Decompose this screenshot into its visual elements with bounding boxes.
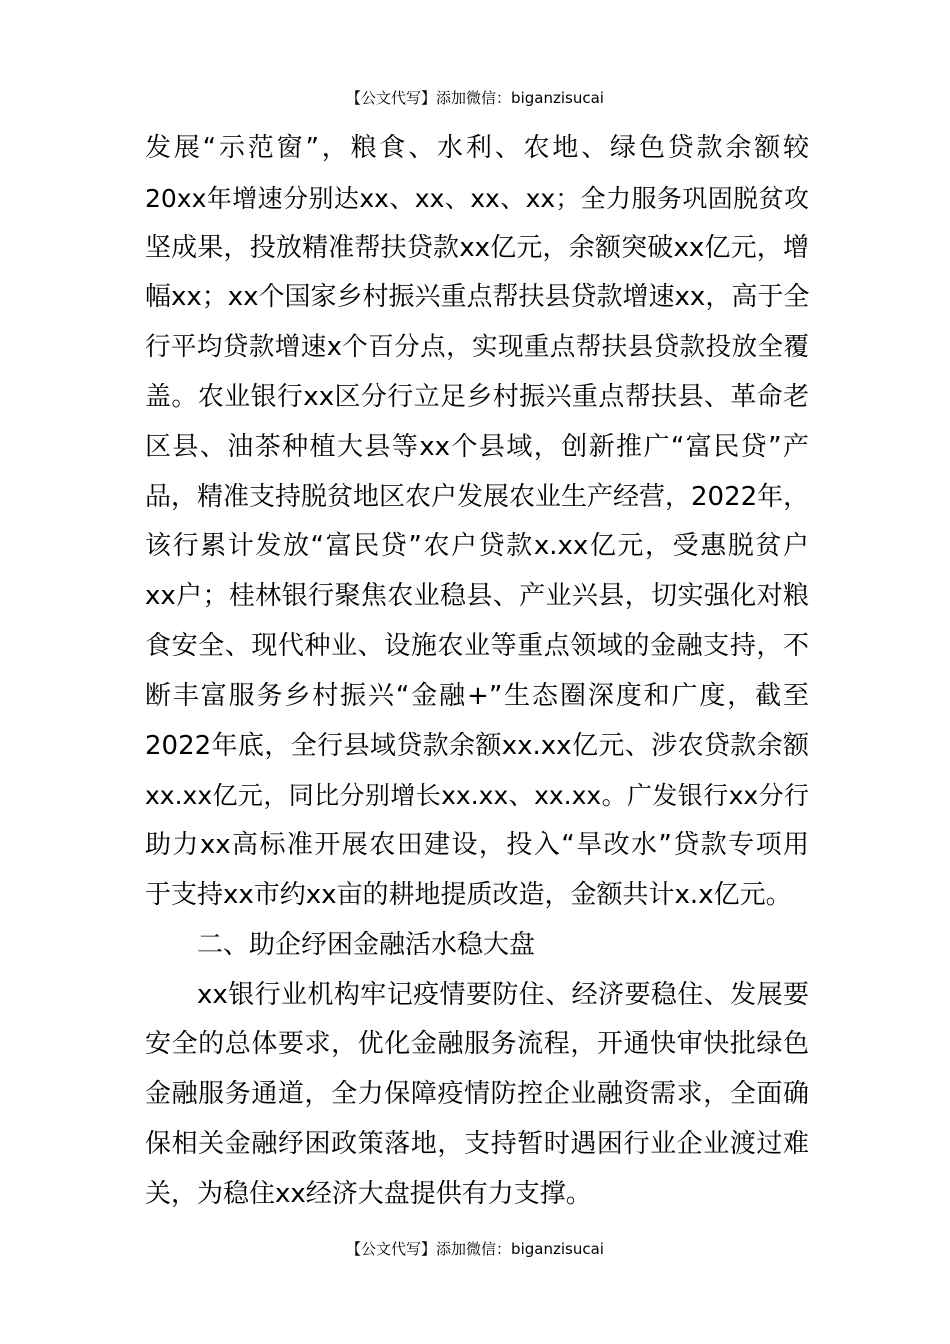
body-line: 助力xx高标准开展农田建设，投入“旱改水”贷款专项用 [145, 830, 809, 861]
body-line: xx户；桂林银行聚焦农业稳县、产业兴县，切实强化对粮 [145, 581, 809, 612]
body-line: 金融服务通道，全力保障疫情防控企业融资需求，全面确 [145, 1079, 809, 1110]
body-line: 20xx年增速分别达xx、xx、xx、xx；全力服务巩固脱贫攻 [145, 183, 809, 213]
section-heading: 二、助企纾困金融活水稳大盘 [197, 929, 536, 960]
body-line: 保相关金融纾困政策落地，支持暂时遇困行业企业渡过难 [145, 1128, 809, 1159]
page-header: 【公文代写】添加微信：biganzisucai [346, 89, 604, 107]
body-line: xx银行业机构牢记疫情要防住、经济要稳住、发展要 [197, 979, 809, 1010]
body-line: 品，精准支持脱贫地区农户发展农业生产经营，2022年， [145, 481, 810, 512]
body-line: 行平均贷款增速x个百分点，实现重点帮扶县贷款投放全覆 [145, 332, 809, 363]
body-line: 关，为稳住xx经济大盘提供有力支撑。 [145, 1178, 592, 1209]
body-line: 安全的总体要求，优化金融服务流程，开通快审快批绿色 [145, 1029, 809, 1060]
body-line: 区县、油茶种植大县等xx个县域，创新推广“富民贷”产 [145, 431, 809, 462]
body-line: 食安全、现代种业、设施农业等重点领域的金融支持，不 [145, 630, 809, 661]
body-line: 该行累计发放“富民贷”农户贷款x.xx亿元，受惠脱贫户 [145, 531, 809, 562]
body-line: xx.xx亿元，同比分别增长xx.xx、xx.xx。广发银行xx分行 [145, 781, 809, 811]
body-line: 幅xx；xx个国家乡村振兴重点帮扶县贷款增速xx，高于全 [145, 282, 810, 313]
body-line: 2022年底，全行县域贷款余额xx.xx亿元、涉农贷款余额 [145, 730, 809, 761]
document-body [145, 124, 809, 1220]
body-line: 坚成果，投放精准帮扶贷款xx亿元，余额突破xx亿元，增 [145, 232, 809, 263]
body-line: 盖。农业银行xx区分行立足乡村振兴重点帮扶县、革命老 [145, 381, 809, 412]
body-line: 发展“示范窗”，粮食、水利、农地、绿色贷款余额较 [145, 133, 809, 163]
body-line: 于支持xx市约xx亩的耕地提质改造，金额共计x.x亿元。 [145, 879, 792, 910]
body-line: 断丰富服务乡村振兴“金融+”生态圈深度和广度，截至 [145, 680, 809, 711]
page-footer: 【公文代写】添加微信：biganzisucai [346, 1240, 604, 1258]
